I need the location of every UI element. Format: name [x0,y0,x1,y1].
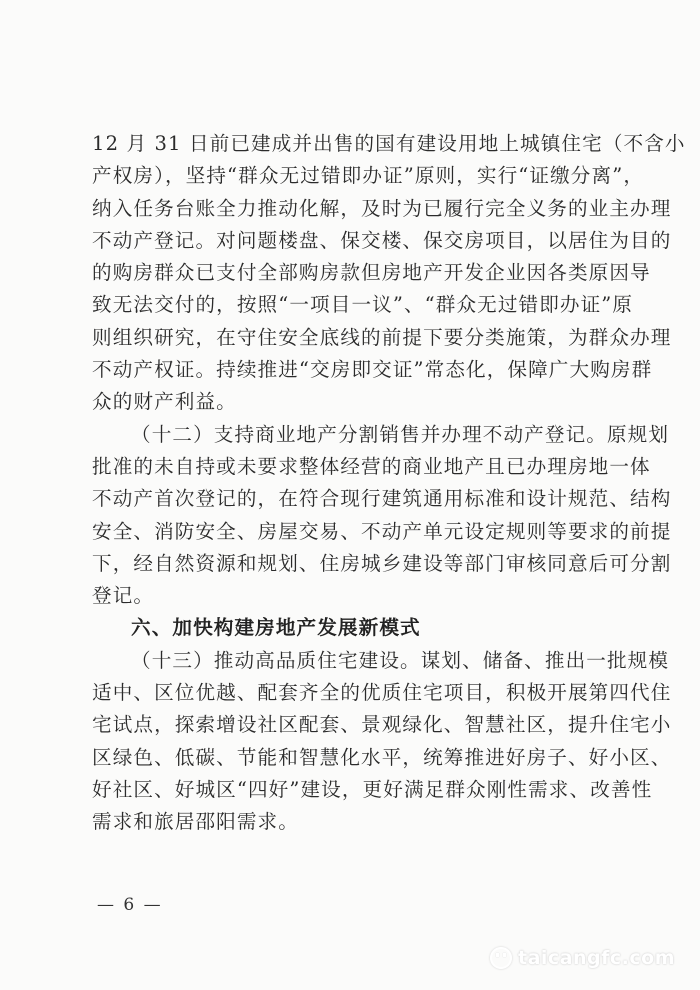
page-number: — 6 — [97,895,163,915]
paragraph-item-12 [92,419,672,613]
text-line: 12 月 31 日前已建成并出售的国有建设用地上城镇住宅（不含小 [92,132,686,155]
smiley-icon [490,947,512,969]
text-line: 安全、消防安全、房屋交易、不动产单元设定规则等要求的前提 [92,519,672,543]
text-line: （十二）支持商业地产分割销售并办理不动产登记。原规划 [131,422,670,446]
text-line: 下，经自然资源和规划、住房城乡建设等部门审核同意后可分割 [92,551,672,575]
paragraph-item-13 [92,645,672,839]
text-line: 区绿色、低碳、节能和智慧化水平，统筹推进好房子、好小区、 [92,745,672,769]
text-line: 不动产权证。持续推进“交房即交证”常态化，保障广大购房群 [92,358,653,382]
text-line: 纳入任务台账全力推动化解，及时为已履行完全义务的业主办理 [92,196,672,220]
section-heading: 六、加快构建房地产发展新模式 [131,616,421,640]
text-line: 适中、区位优越、配套齐全的优质住宅项目，积极开展第四代住 [92,681,672,705]
text-line: 不动产登记。对问题楼盘、保交楼、保交房项目，以居住为目的 [92,228,672,252]
text-line: 众的财产利益。 [92,390,237,414]
document-page [92,128,686,839]
text-line: 宅试点，探索增设社区配套、景观绿化、智慧社区，提升住宅小 [92,713,672,737]
watermark [490,947,675,969]
text-line: 需求和旅居邵阳需求。 [92,810,299,834]
text-line: 不动产首次登记的，在符合现行建筑通用标准和设计规范、结构 [92,487,672,511]
text-line: 好社区、好城区“四好”建设，更好满足群众刚性需求、改善性 [92,777,653,801]
text-line: 致无法交付的，按照“一项目一议”、“群众无过错即办证”原 [92,293,634,317]
text-line: 产权房），坚持“群众无过错即办证”原则，实行“证缴分离”， [92,164,645,188]
text-line: 的购房群众已支付全部购房款但房地产开发企业因各类原因导 [92,261,651,285]
paragraph-housing-certificates [92,128,686,419]
text-line: （十三）推动高品质住宅建设。谋划、储备、推出一批规模 [131,648,670,672]
text-line: 登记。 [92,584,155,608]
text-line: 批准的未自持或未要求整体经营的商业地产且已办理房地一体 [92,454,651,478]
watermark-text: taicangfc.com [518,947,675,969]
text-line: 则组织研究，在守住安全底线的前提下要分类施策，为群众办理 [92,325,672,349]
